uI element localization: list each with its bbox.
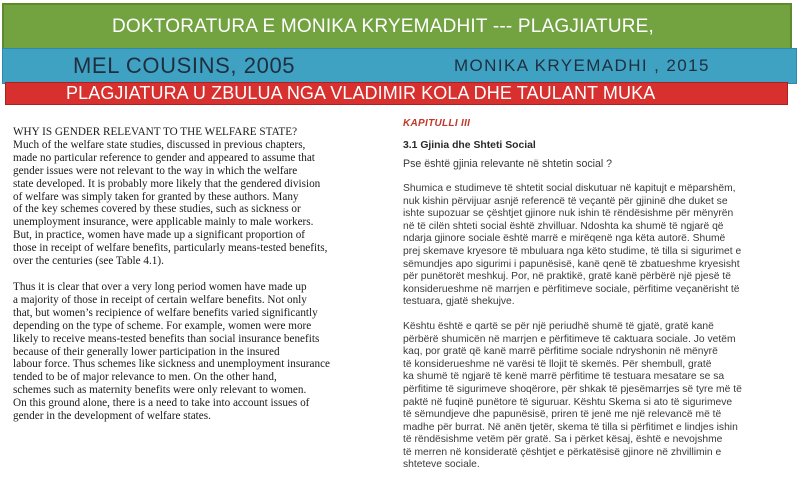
- title-banner-text: DOKTORATURA E MONIKA KRYEMADHIT --- PLAGJIATURE,: [112, 15, 655, 37]
- albanian-line: Shumica e studimeve të shtetit social diskutuar në kapitujt e mëparshëm,: [403, 183, 736, 194]
- english-line: But, in practice, women have made up a significant proportion of: [13, 229, 306, 242]
- english-heading: WHY IS GENDER RELEVANT TO THE WELFARE STATE?: [13, 126, 298, 138]
- albanian-line: në të cilën shteti social është zhvilluar. Ndoshta ka shumë të ngjarë që: [403, 220, 724, 232]
- section-heading: 3.1 Gjinia dhe Shteti Social: [403, 140, 536, 151]
- english-source-text: [13, 126, 378, 423]
- albanian-line: konsiderueshme në marrjen e përfitimeve sociale, përfitime veçanërisht të: [403, 283, 740, 295]
- albanian-line: paktë në fuqinë punëtore të siguruar. Kështu Skema si ato të sigurimeve: [403, 396, 733, 408]
- english-line: gender in the development of welfare states.: [13, 410, 211, 423]
- albanian-line: nuk kishin përvijuar asnjë referencë të veçantë për gjininë dhe duket se: [403, 195, 728, 207]
- english-line: a majority of those in receipt of certain welfare benefits. Not only: [13, 293, 307, 306]
- discovery-banner: [5, 82, 788, 105]
- source-right-label: MONIKA KRYEMADHI , 2015: [454, 56, 710, 75]
- english-line: schemes such as maternity benefits were only relevant to women.: [13, 384, 307, 397]
- english-line: that, but women’s recipience of welfare benefits varied significantly: [13, 306, 318, 319]
- english-paragraph-1: [13, 139, 378, 268]
- albanian-line: ishte supozuar se çështjet gjinore nuk ishin të rëndësishme për mënyrën: [403, 208, 734, 220]
- albanian-line: testuara, gjatë shekujve.: [403, 296, 515, 308]
- albanian-line: madhe për burrat. Në anën tjetër, skema të tilla si përfitimet e lindjes ishin: [403, 421, 738, 433]
- albanian-line: shteteve sociale.: [403, 459, 480, 471]
- albanian-line: ndarja gjinore sociale është marrë e mirëqenë nga këta autorë. Shumë: [403, 233, 726, 245]
- albanian-line: Kështu është e qartë se për një periudhë shumë të gjatë, gratë kanë: [403, 320, 714, 332]
- albanian-line: prej skemave kryesore të mbuluara nga këto studime, të tilla si sigurimet e: [403, 245, 742, 257]
- english-line: over the centuries (see Table 4.1).: [13, 255, 164, 268]
- english-line: unemployment insurance, were applicable mainly to male workers.: [13, 216, 314, 229]
- albanian-line: ka shumë të ngjarë të kenë marrë përfitime të testuara mesatare se sa: [403, 371, 725, 383]
- english-line: likely to receive means-tested benefits than social insurance benefits: [13, 332, 320, 345]
- albanian-line: të merren në konsideratë çështjet e përkatësisë gjinore në zhvillimin e: [403, 446, 722, 458]
- english-line: state developed. It is probably more likely that the gendered division: [13, 177, 321, 190]
- albanian-paragraph-2: [403, 321, 783, 472]
- english-line: gender issues were not relevant to the way in which the welfare: [13, 164, 298, 177]
- albanian-line: të sëmundjeve dhe papunësisë, priren të jenë me një relevancë më të: [403, 409, 722, 421]
- albanian-line: sëmundjes apo sigurimi i papunësisë, kanë qenë të zbatueshme kryesisht: [403, 258, 740, 270]
- sources-banner: [2, 48, 797, 84]
- english-line: tended to be of major relevance to men. On the other hand,: [13, 371, 277, 384]
- chapter-label: KAPITULLI III: [403, 118, 471, 129]
- albanian-line: përfitime të sigurimeve shoqërore, për shkak të pjesëmarrjes së tyre më të: [403, 383, 742, 395]
- albanian-line: për punëtorët meshkuj. Por, në praktikë, gratë kanë përbërë një pjesë të: [403, 271, 731, 283]
- albanian-line: të konsiderueshme në varësi të llojit të skemës. Për shembull, gratë: [403, 358, 712, 370]
- english-line: Much of the welfare state studies, discussed in previous chapters,: [13, 138, 306, 151]
- section-question: Pse është gjinia relevante në shtetin social ?: [403, 158, 613, 170]
- english-line: depending on the type of scheme. For example, women were more: [13, 319, 312, 332]
- discovery-banner-text: PLAGJIATURA U ZBULUA NGA VLADIMIR KOLA DHE TAULANT MUKA: [66, 83, 656, 103]
- source-left-label: MEL COUSINS, 2005: [73, 53, 296, 78]
- english-line: labour force. Thus schemes like sickness and unemployment insurance: [13, 358, 330, 371]
- english-line: On this ground alone, there is a need to take into account issues of: [13, 397, 310, 410]
- english-line: Thus it is clear that over a very long period women have made up: [13, 280, 307, 293]
- albanian-thesis-text: [403, 118, 783, 472]
- title-banner: [2, 3, 792, 50]
- albanian-line: përbërë shumicën në marrjen e përfitimeve të caktuara sociale. Jo vetëm: [403, 333, 736, 345]
- english-line: because of their generally lower participation in the insured: [13, 345, 280, 358]
- english-line: those in receipt of welfare benefits, particularly means-tested benefits,: [13, 242, 328, 255]
- albanian-line: të rëndësishme vetëm për gratë. Sa i përket kësaj, është e nevojshme: [403, 434, 723, 446]
- english-line: of the key schemes covered by these studies, such as sickness or: [13, 203, 301, 216]
- english-paragraph-2: [13, 281, 378, 423]
- english-line: made no particular reference to gender and appeared to assume that: [13, 151, 315, 164]
- english-line: of welfare was simply taken for granted by these authors. Many: [13, 190, 299, 203]
- albanian-line: kaq, por gratë që kanë marrë përfitime sociale ndryshonin në mënyrë: [403, 346, 718, 358]
- albanian-paragraph-1: [403, 183, 783, 309]
